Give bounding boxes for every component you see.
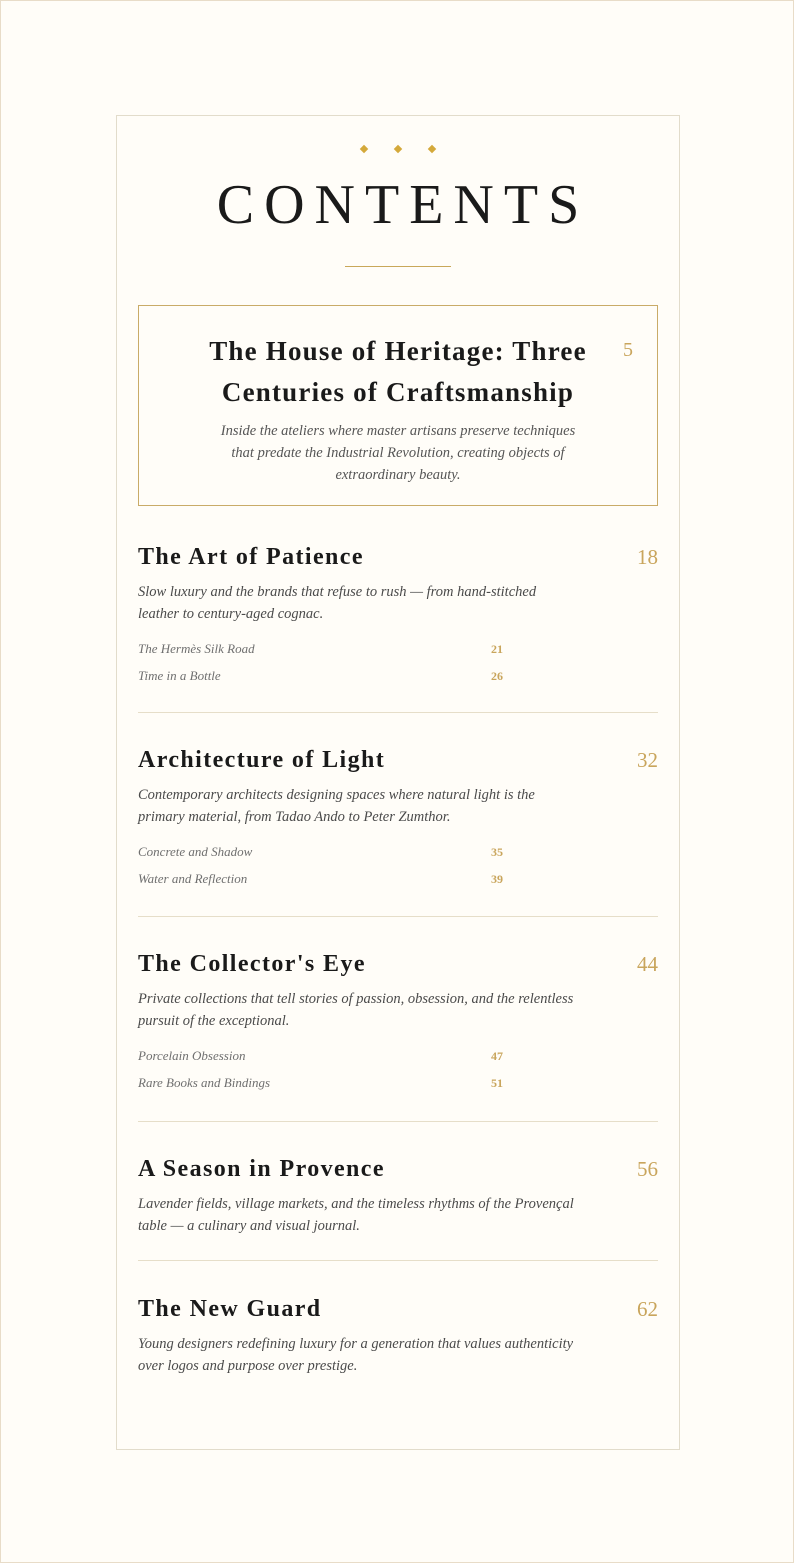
section-title[interactable]: The Art of Patience <box>138 544 364 570</box>
subitem-page-number: 21 <box>491 642 503 656</box>
subitem-label: Concrete and Shadow <box>138 844 253 859</box>
toc-section <box>138 1261 658 1377</box>
section-description: Young designers redefining luxury for a generation that values authenticity over logos and purpose over prestige. <box>138 1336 574 1374</box>
section-description: Contemporary architects designing spaces where natural light is the primary material, from Tadao Ando to Peter Zumthor. <box>138 787 535 825</box>
subitem[interactable] <box>138 666 503 693</box>
section-description: Slow luxury and the brands that refuse to rush — from hand-stitched leather to century-aged cognac. <box>138 584 537 622</box>
subitem[interactable] <box>138 842 503 869</box>
subitem-list <box>138 1046 503 1100</box>
subitem-label: Rare Books and Bindings <box>138 1075 271 1090</box>
subitem[interactable] <box>138 869 503 896</box>
subitem-page-number: 26 <box>491 669 503 683</box>
subitem-label: Time in a Bottle <box>138 668 221 683</box>
subitem-label: Water and Reflection <box>138 871 248 886</box>
section-page-number: 32 <box>637 748 658 772</box>
subitem-label: Porcelain Obsession <box>138 1048 246 1063</box>
section-description: Private collections that tell stories of passion, obsession, and the relentless pursuit of the exceptional. <box>138 991 574 1029</box>
ornament <box>138 145 658 153</box>
section-page-number: 62 <box>637 1297 658 1321</box>
section-description: Lavender fields, village markets, and the timeless rhythms of the Provençal table — a culinary and visual journal. <box>138 1196 574 1234</box>
subitem[interactable] <box>138 1073 503 1100</box>
section-title[interactable]: The Collector's Eye <box>138 951 366 977</box>
subitem[interactable] <box>138 1046 503 1073</box>
featured-description: Inside the ateliers where master artisans preserve techniques that predate the Industrial Revolution, creating objects of extraordinary beauty. <box>220 423 576 483</box>
section-page-number: 44 <box>637 952 658 976</box>
subitem-page-number: 51 <box>491 1076 503 1090</box>
section-title[interactable]: A Season in Provence <box>138 1156 385 1182</box>
subitem-page-number: 35 <box>491 845 503 859</box>
featured-entry[interactable] <box>138 305 658 506</box>
toc-section <box>138 713 658 917</box>
section-page-number: 18 <box>637 545 658 569</box>
subitem[interactable] <box>138 639 503 666</box>
section-title[interactable]: Architecture of Light <box>138 747 386 773</box>
featured-page-number: 5 <box>623 339 633 361</box>
page-title: CONTENTS <box>216 174 590 236</box>
toc-section <box>138 1122 658 1261</box>
diamond-icon <box>360 145 368 153</box>
section-title[interactable]: The New Guard <box>138 1296 322 1322</box>
subitem-label: The Hermès Silk Road <box>138 641 255 656</box>
featured-title[interactable]: The House of Heritage: Three Centuries of Craftsmanship <box>209 336 587 407</box>
diamond-icon <box>428 145 436 153</box>
toc-section <box>138 917 658 1122</box>
subitem-page-number: 47 <box>491 1049 503 1063</box>
table-of-contents-card <box>116 115 680 1450</box>
subitem-page-number: 39 <box>491 872 503 886</box>
toc-section <box>138 506 658 713</box>
subitem-list <box>138 639 503 693</box>
title-divider <box>345 266 451 267</box>
diamond-icon <box>394 145 402 153</box>
section-page-number: 56 <box>637 1157 658 1181</box>
subitem-list <box>138 842 503 896</box>
